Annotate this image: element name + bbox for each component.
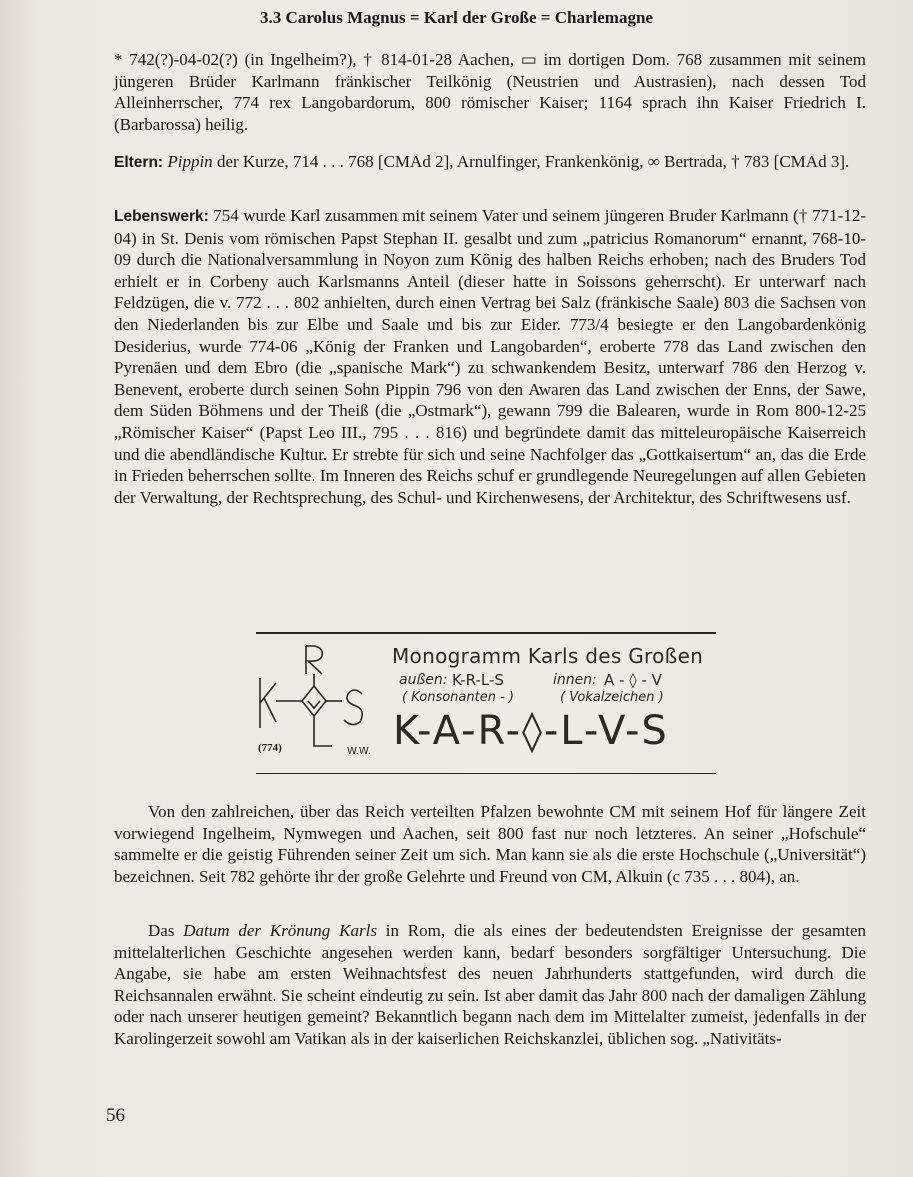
inner-value: A - ◊ - V — [604, 671, 662, 689]
monogram-letter-r — [306, 646, 322, 674]
consonants-label: ( Konsonanten - ) — [402, 690, 514, 705]
paragraph-coronation — [114, 920, 866, 1050]
life-work-label: Lebenswerk: — [114, 208, 209, 225]
figure-top-rule — [256, 632, 716, 634]
monogram-spelled-out: K-A-R-◊-L-V-S — [393, 708, 669, 754]
paragraph-parents — [114, 151, 866, 174]
coronation-italic: Datum der Krönung Karls — [183, 921, 377, 940]
section-heading: 3.3 Carolus Magnus = Karl der Große = Charlemagne — [260, 8, 653, 27]
monogram-title: Monogramm Karls des Großen — [392, 644, 704, 668]
outer-label: außen: — [399, 672, 448, 688]
father-name: Pippin — [167, 152, 213, 171]
monogram-diamond — [302, 686, 326, 716]
monogram-letter-k — [260, 678, 276, 728]
paragraph-birth-death: * 742(?)-04-02(?) (in Ingelheim?), † 814-01-28 Aachen, ▭ im dortigen Dom. 768 zusammen mit seinem jüngeren Brüder Karlmann fränkischer Teilkönig (Neustrien und Austrasien), nach dessen Tod Alleinherrscher, 774 rex Langobardorum, 800 römischer Kaiser; 1164 sprach ihn Kaiser Friedrich I. (Barbarossa) heilig. — [114, 50, 866, 134]
monogram-letter-s — [344, 690, 362, 725]
inner-label: innen: — [553, 672, 597, 688]
coronation-text: in Rom, die als eines der bedeutendsten Ereignisse der gesamten mittelalterlichen Geschichte angesehen werden kann, bedarf besonders sorgfältiger Untersuchung. Die Angabe, sie habe am ersten Weihnachtsfest des neuen Jahrhunderts stattgefunden, wird durch die Reichsannalen erwähnt. Sie scheint eindeutig zu sein. Ist aber damit das Jahr 800 nach der damaligen Zählung oder nach unserer heutigen gemeint? Bekanntlich begann nach dem im Mittelalter zumeist, jedenfalls in der Karolingerzeit sowohl am Vatikan als in der kaiserlichen Reichskanzlei, üblichen sog. „Nativitäts- — [114, 921, 866, 1048]
life-work-text: 754 wurde Karl zusammen mit seinem Vater und seinem jüngeren Bruder Karlmann († 771-12-04) in St. Denis vom römischen Papst Stephan II. gesalbt und zum „patricius Romanorum“ ernannt, 768-10-09 durch die Nationalversammlung in Noyon zum König des halben Reichs erhoben; nach des Bruders Tod erhielt er in Corbeny auch Karlsmanns Anteil (dieser hatte in Soissons geherrscht). Er unterwarf nach Feldzügen, die v. 772 . . . 802 anhielten, durch einen Vertrag bei Salz (fränkische Saale) 803 die Sachsen von den Niederlanden bis zur Elbe und Saale und bis zur Eider. 773/4 besiegte er den Langobardenkönig Desiderius, wurde 774-06 „König der Franken und Langobarden“, eroberte 778 das Land zwischen den Pyrenäen und dem Ebro (die „spanische Mark“) zu schwankendem Besitz, unterwarf 786 den Herzog v. Benevent, eroberte durch seinen Sohn Pippin 796 von den Awaren das Land zwischen der Enns, der Sawe, dem Süden Böhmens und der Theiß (die „Ostmark“), gewann 799 die Balearen, wurde in Rom 800-12-25 „Römischer Kaiser“ (Papst Leo III., 795 . . . 816) und begründete damit das mitteleuropäische Kaiserreich und die abendländische Kultur. Er strebte für sich und seine Nachfolger das „Gottkaisertum“ an, das die Erde in Frieden beherrschen sollte. Im Inneren des Reichs schuf er grundlegende Neuregelungen auf allen Gebieten der Verwaltung, der Rechtsprechung, des Schul- und Kirchenwesens, der Architektur, des Schriftwesens usf. — [114, 206, 866, 507]
vowels-label: ( Vokalzeichen ) — [560, 690, 664, 705]
page-number: 56 — [106, 1105, 125, 1126]
paragraph-palaces: Von den zahlreichen, über das Reich verteilten Pfalzen bewohnte CM mit seinem Hof für längere Zeit vorwiegend Ingelheim, Nymwegen und Aachen, seit 800 fast nur noch letzteres. An seiner „Hofschule“ sammelte er die geistig Führenden seiner Zeit um sich. Man kann sie als die erste Hochschule („Universität“) bezeichnen. Seit 782 gehörte ihr der große Gelehrte und Freund von CM, Alkuin (c 735 . . . 804), an. — [114, 802, 866, 886]
parents-text: der Kurze, 714 . . . 768 [CMAd 2], Arnulfinger, Frankenkönig, ∞ Bertrada, † 783 [CMAd 3]. — [212, 152, 850, 171]
monogram-letter-l — [314, 716, 332, 746]
paragraph-life-work — [114, 205, 866, 508]
monogram-date: (774) — [258, 742, 282, 754]
monogram-initials: W.W. — [347, 746, 371, 757]
coronation-lead: Das — [148, 921, 184, 940]
figure-bottom-rule — [256, 773, 716, 774]
outer-value: K-R-L-S — [452, 671, 504, 689]
parents-label: Eltern: — [114, 154, 164, 171]
